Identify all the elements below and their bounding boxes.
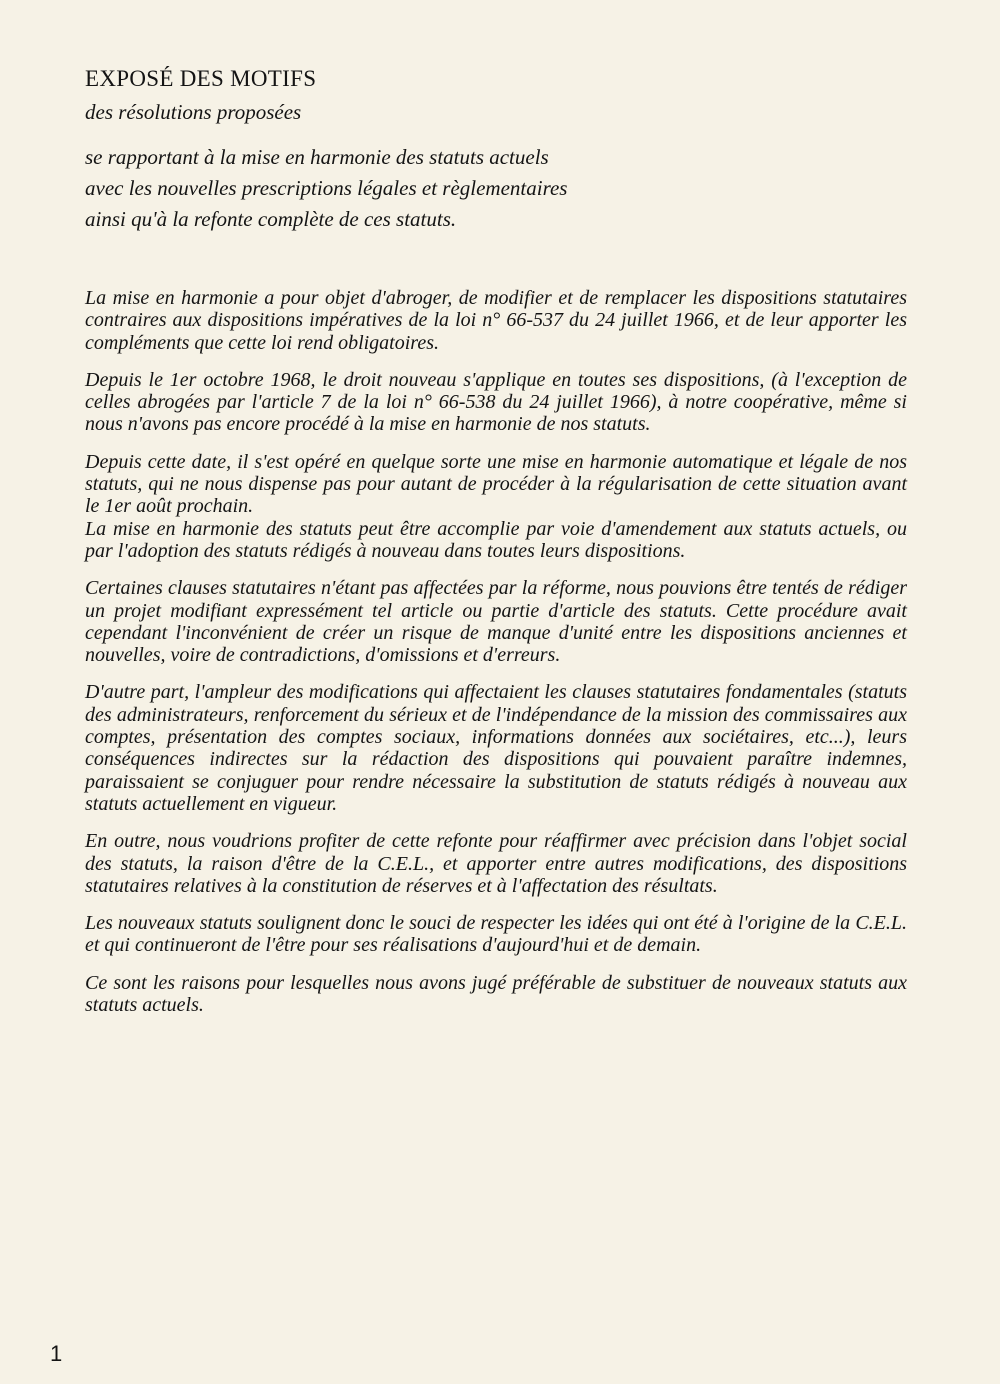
intro-line: se rapportant à la mise en harmonie des statuts actuels <box>85 145 549 169</box>
paragraph: Depuis cette date, il s'est opéré en quelque sorte une mise en harmonie automatique et légale de nos statuts, qui ne nous dispense pas pour autant de procéder à la régularisation de cette situation avant le 1er août prochain. <box>85 450 907 518</box>
page-number: 1 <box>50 1341 63 1366</box>
paragraph: En outre, nous voudrions profiter de cette refonte pour réaffirmer avec précision dans l'objet social des statuts, la raison d'être de la C.E.L., et apporter entre autres modifications, des dispositions statutaires relatives à la constitution de réserves et à l'affectation des résultats. <box>85 830 907 897</box>
document-subtitle: des résolutions proposées <box>85 100 302 124</box>
paragraph: Depuis le 1er octobre 1968, le droit nouveau s'applique en toutes ses dispositions, (à l'exception de celles abrogées par l'article 7 de la loi n° 66-538 du 24 juillet 1966), à notre coopérative, même si nous n'avons pas encore procédé à la mise en harmonie de nos statuts. <box>85 368 907 436</box>
document-title: EXPOSÉ DES MOTIFS <box>85 66 317 91</box>
intro-line: avec les nouvelles prescriptions légales et règlementaires <box>85 176 568 200</box>
intro-line: ainsi qu'à la refonte complète de ces statuts. <box>85 207 457 231</box>
paragraph: Ce sont les raisons pour lesquelles nous avons jugé préférable de substituer de nouveaux statuts aux statuts actuels. <box>85 971 907 1017</box>
paragraph: La mise en harmonie a pour objet d'abroger, de modifier et de remplacer les dispositions statutaires contraires aux dispositions impératives de la loi n° 66-537 du 24 juillet 1966, et de leur apporter les compléments que cette loi rend obligatoires. <box>85 287 907 354</box>
body-text <box>85 287 907 1031</box>
intro-block <box>85 142 725 235</box>
paragraph: D'autre part, l'ampleur des modifications qui affectaient les clauses statutaires fondamentales (statuts des administrateurs, renforcement du sérieux et de l'indépendance de la mission des commissaires aux comptes, présentation des comptes sociaux, informations données aux sociétaires, etc...), leurs conséquences indirectes sur la rédaction des dispositions qui pouvaient paraître indemnes, paraissaient se conjuguer pour rendre nécessaire la substitution de statuts rédigés à nouveau aux statuts actuellement en vigueur. <box>85 681 907 815</box>
paragraph: Certaines clauses statutaires n'étant pas affectées par la réforme, nous pouvions être tentés de rédiger un projet modifiant expressément tel article ou partie d'article des statuts. Cette procédure avait cependant l'inconvénient de créer un risque de manque d'unité entre les dispositions anciennes et nouvelles, voire de contradictions, d'omissions et d'erreurs. <box>85 577 907 667</box>
paragraph: La mise en harmonie des statuts peut être accomplie par voie d'amendement aux statuts actuels, ou par l'adoption des statuts rédigés à nouveau dans toutes leurs dispositions. <box>85 517 907 562</box>
paragraph: Les nouveaux statuts soulignent donc le souci de respecter les idées qui ont été à l'origine de la C.E.L. et qui continueront de l'être pour ses réalisations d'aujourd'hui et de demain. <box>85 912 907 957</box>
